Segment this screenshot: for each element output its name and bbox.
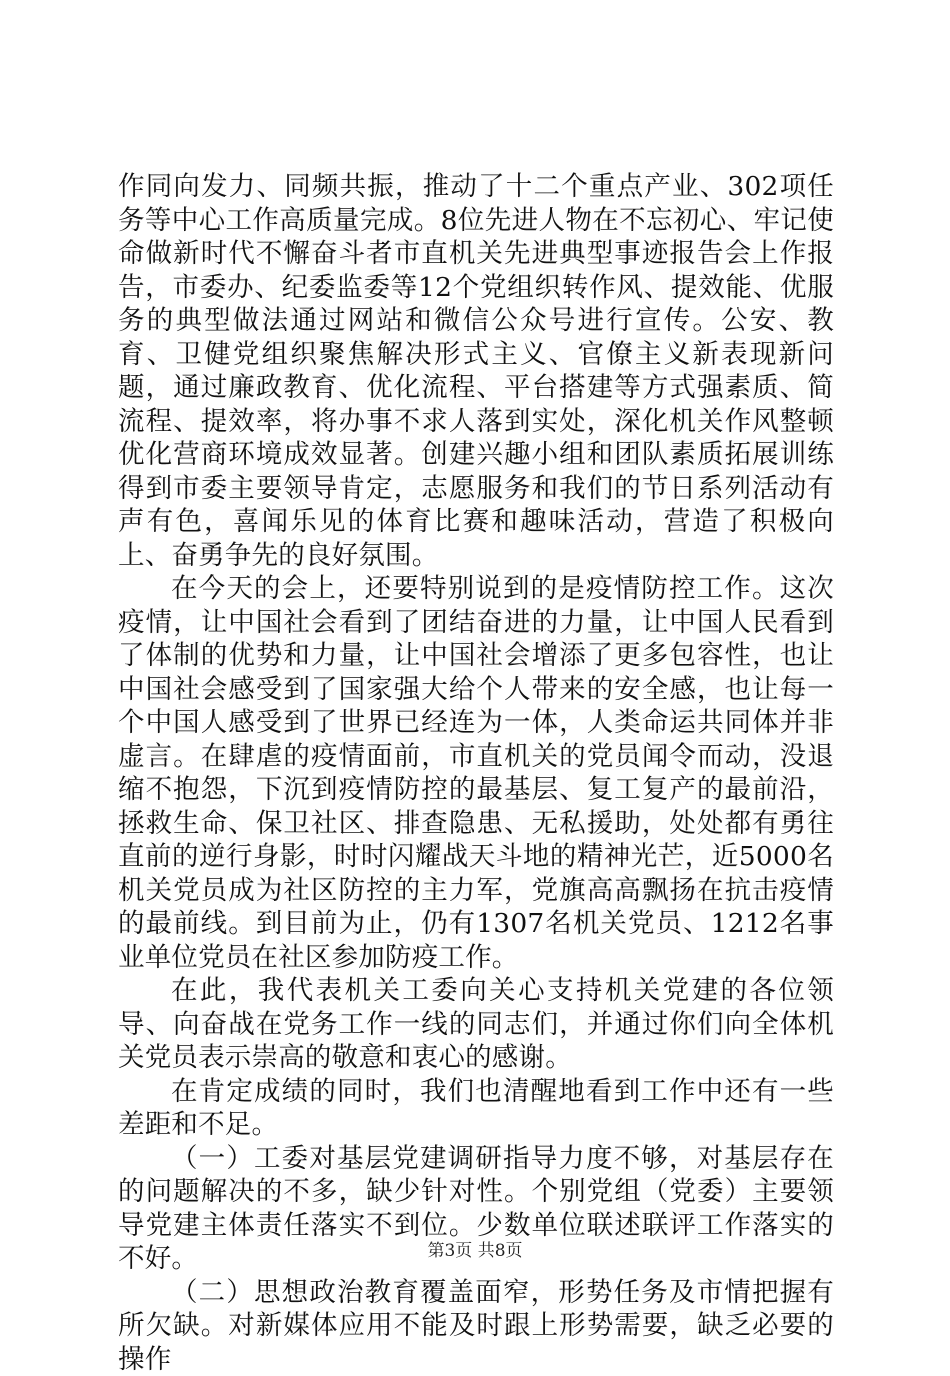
- paragraph-shortcoming-1: （一）工委对基层党建调研指导力度不够，对基层存在的问题解决的不多，缺少针对性。个别党组（党委）主要领导党建主体责任落实不到位。少数单位联述联评工作落实的不好。: [118, 1142, 834, 1276]
- paragraph-achievements: 作同向发力、同频共振，推动了十二个重点产业、302项任务等中心工作高质量完成。8位先进人物在不忘初心、牢记使命做新时代不懈奋斗者市直机关先进典型事迹报告会上作报告，市委办、纪委监委等12个党组织转作风、提效能、优服务的典型做法通过网站和微信公众号进行宣传。公安、教育、卫健党组织聚焦解决形式主义、官僚主义新表现新问题，通过廉政教育、优化流程、平台搭建等方式强素质、简流程、提效率，将办事不求人落到实处，深化机关作风整顿优化营商环境成效显著。创建兴趣小组和团队素质拓展训练得到市委主要领导肯定，志愿服务和我们的节日系列活动有声有色，喜闻乐见的体育比赛和趣味活动，营造了积极向上、奋勇争先的良好氛围。: [118, 170, 834, 572]
- page-number-label: 第3页 共8页: [427, 1241, 522, 1261]
- paragraph-shortcoming-2: （二）思想政治教育覆盖面窄，形势任务及市情把握有所欠缺。对新媒体应用不能及时跟上形势需要，缺乏必要的操作: [118, 1276, 834, 1376]
- body-text: [118, 170, 834, 1376]
- page-footer: [0, 1240, 950, 1262]
- paragraph-shortcomings-intro: 在肯定成绩的同时，我们也清醒地看到工作中还有一些差距和不足。: [118, 1075, 834, 1142]
- paragraph-gratitude: 在此，我代表机关工委向关心支持机关党建的各位领导、向奋战在党务工作一线的同志们，并通过你们向全体机关党员表示崇高的敬意和衷心的感谢。: [118, 974, 834, 1075]
- paragraph-epidemic-control: 在今天的会上，还要特别说到的是疫情防控工作。这次疫情，让中国社会看到了团结奋进的力量，让中国人民看到了体制的优势和力量，让中国社会增添了更多包容性，也让中国社会感受到了国家强大给个人带来的安全感，也让每一个中国人感受到了世界已经连为一体，人类命运共同体并非虚言。在肆虐的疫情面前，市直机关的党员闻令而动，没退缩不抱怨，下沉到疫情防控的最基层、复工复产的最前沿，拯救生命、保卫社区、排查隐患、无私援助，处处都有勇往直前的逆行身影，时时闪耀战天斗地的精神光芒，近5000名机关党员成为社区防控的主力军，党旗高高飘扬在抗击疫情的最前线。到目前为止，仍有1307名机关党员、1212名事业单位党员在社区参加防疫工作。: [118, 572, 834, 974]
